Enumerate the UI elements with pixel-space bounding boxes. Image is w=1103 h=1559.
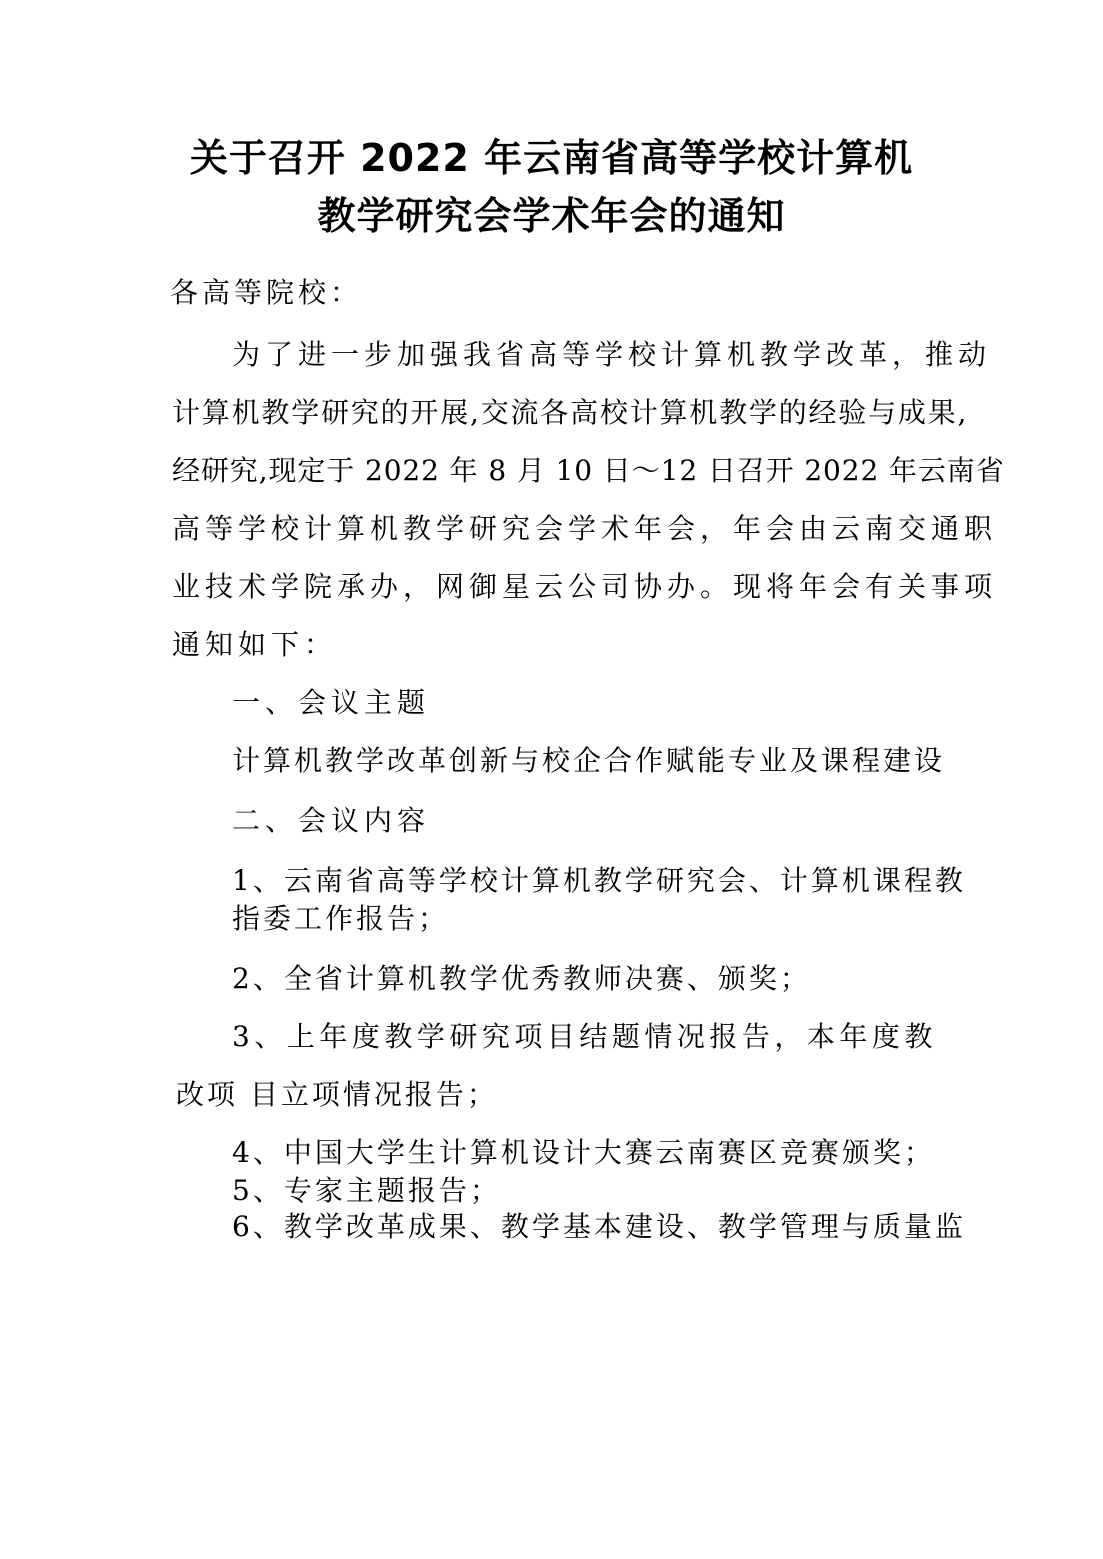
intro-line: 业技术学院承办，网御星云公司协办。现将年会有关事项 bbox=[172, 570, 998, 603]
list-item-3-continued: 改项 目立项情况报告； bbox=[176, 1078, 498, 1111]
intro-line: 高等学校计算机教学研究会学术年会，年会由云南交通职 bbox=[172, 512, 998, 545]
list-item-2: 2、全省计算机教学优秀教师决赛、颁奖； bbox=[232, 962, 811, 995]
document-title-line-1: 关于召开 2022 年云南省高等学校计算机 bbox=[189, 136, 914, 180]
document-title-line-2: 教学研究会学术年会的通知 bbox=[317, 194, 786, 238]
list-item-1-continued: 指委工作报告； bbox=[232, 902, 450, 935]
list-item-3: 3、上年度教学研究项目结题情况报告，本年度教 bbox=[232, 1020, 937, 1053]
intro-line: 为了进一步加强我省高等学校计算机教学改革，推动 bbox=[232, 338, 992, 371]
list-item-6: 6、教学改革成果、教学基本建设、教学管理与质量监 bbox=[232, 1210, 966, 1243]
list-item-4: 4、中国大学生计算机设计大赛云南赛区竞赛颁奖； bbox=[232, 1136, 935, 1169]
intro-line: 经研究,现定于 2022 年 8 月 10 日～12 日召开 2022 年云南省 bbox=[172, 454, 1005, 487]
salutation: 各高等院校： bbox=[170, 276, 363, 309]
intro-line: 计算机教学研究的开展,交流各高校计算机教学的经验与成果, bbox=[172, 396, 969, 429]
section-theme-text: 计算机教学改革创新与校企合作赋能专业及课程建设 bbox=[232, 744, 946, 777]
intro-line: 通知如下： bbox=[172, 628, 338, 661]
section-heading-content: 二、会议内容 bbox=[232, 804, 431, 837]
list-item-5: 5、专家主题报告； bbox=[232, 1174, 501, 1207]
list-item-1: 1、云南省高等学校计算机教学研究会、计算机课程教 bbox=[232, 864, 966, 897]
section-heading-theme: 一、会议主题 bbox=[232, 686, 431, 719]
